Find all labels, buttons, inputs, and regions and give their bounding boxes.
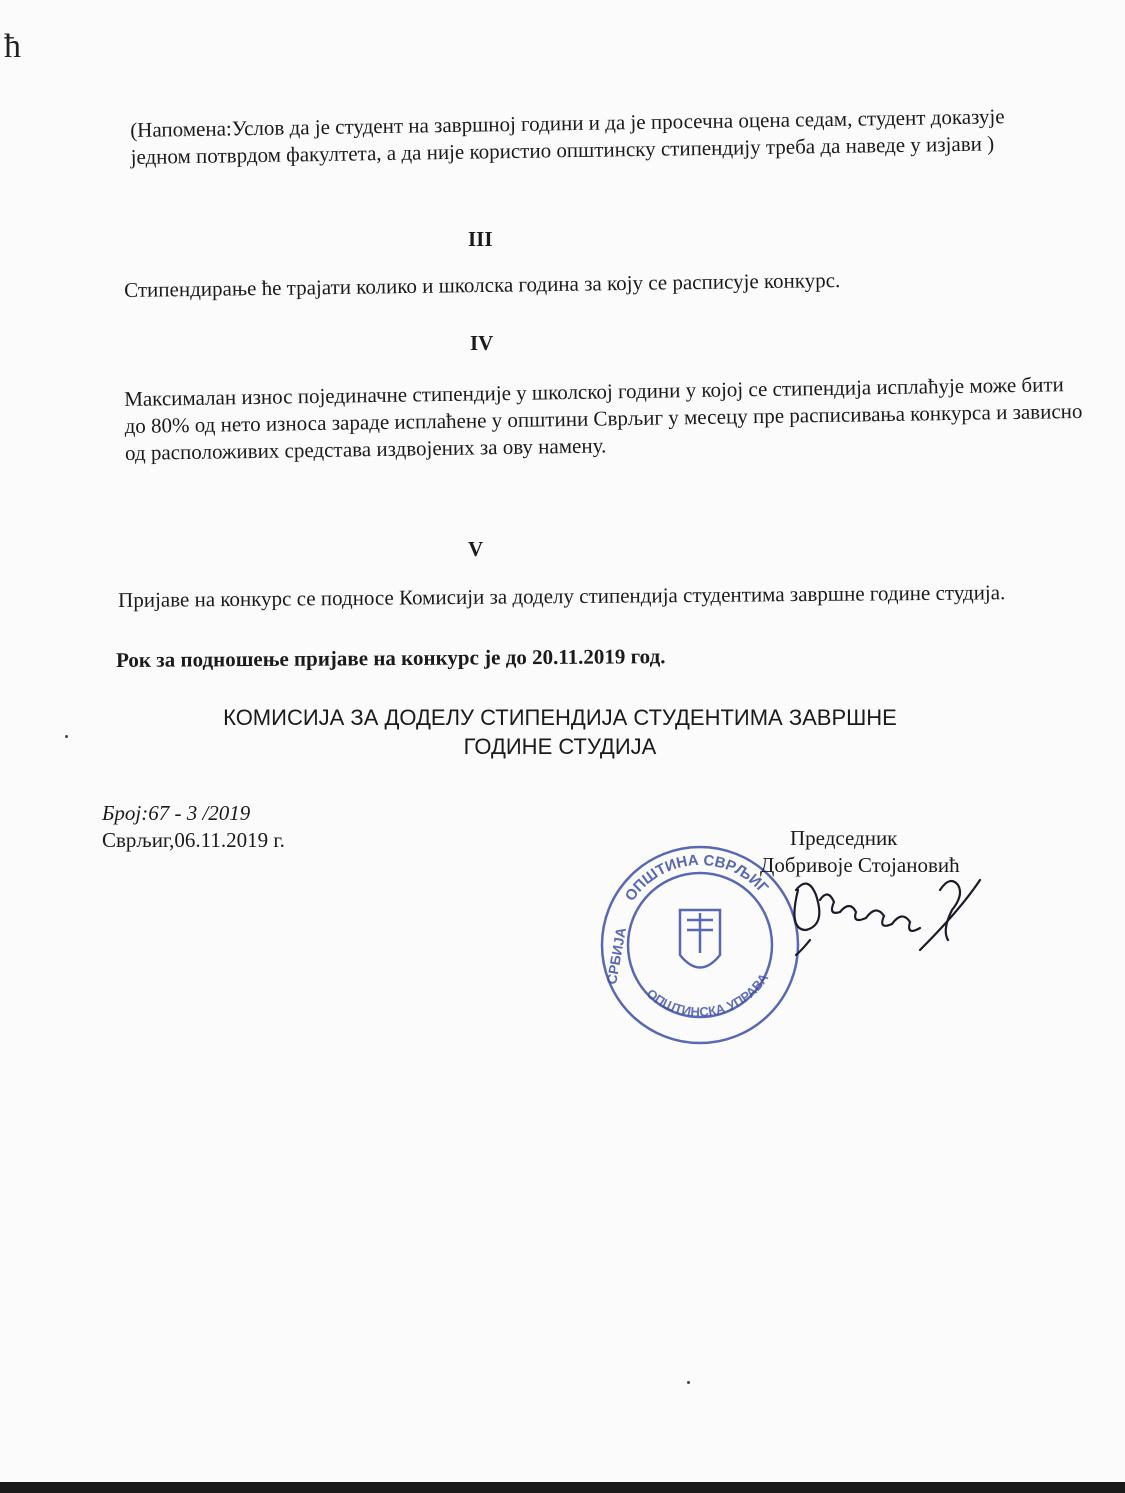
commission-heading: [130, 703, 990, 761]
stamp-text-side: СРБИЈА: [603, 926, 629, 986]
signatory-name: Добривоје Стојановић: [760, 853, 960, 877]
section-heading-3: III: [468, 227, 493, 251]
commission-line-1: КОМИСИЈА ЗА ДОДЕЛУ СТИПЕНДИЈА СТУДЕНТИМА ЗАВРШНЕ: [223, 705, 897, 730]
duration-paragraph: Стипендирање ће трајати колико и школска година за коју се расписује конкурс.: [124, 268, 841, 302]
paper-speck: [687, 1381, 690, 1384]
stamp-text-bottom: ОПШТИНСКА УПРАВА: [643, 970, 772, 1020]
amount-paragraph: Максималан износ појединачне стипендије у школској години у којој се стипендија исплаћује може бити до 80% од нето износа зараде исплаћене у општини Сврљиг у месецу пре расписивања конкурса и зависно од расположивих средстава издвојених за ову намену.: [124, 372, 1083, 465]
application-paragraph: Пријаве на конкурс се подносе Комисији за доделу стипендија студентима завршне године студија.: [118, 580, 1006, 612]
note-paragraph: (Напомена:Услов да је студент на завршној години и да је просечна оцена седам, студент доказује једном потврдом факултета, а да није користио општинску стипендију треба да наведе у изјави ): [130, 104, 1005, 169]
reference-number: Број:67 - 3 /2019: [102, 801, 251, 825]
svg-text:ОПШТИНСКА УПРАВА: [644, 970, 772, 1019]
signatory-title: Председник: [790, 826, 898, 850]
section-heading-4: IV: [470, 331, 494, 355]
scan-bottom-edge: [0, 1482, 1125, 1493]
handwritten-signature: [780, 870, 1000, 960]
stamp-text-top: ОПШТИНА СВРЉИГ: [621, 851, 772, 905]
paper-speck: [65, 735, 68, 738]
section-heading-5: V: [468, 537, 484, 561]
margin-mark: ħ: [4, 28, 21, 65]
deadline-paragraph: Рок за подношење пријаве на конкурс је до 20.11.2019 год.: [116, 644, 666, 672]
document-references: [102, 800, 285, 854]
place-date: Сврљиг,06.11.2019 г.: [102, 828, 285, 852]
commission-line-2: ГОДИНЕ СТУДИЈА: [463, 734, 657, 759]
